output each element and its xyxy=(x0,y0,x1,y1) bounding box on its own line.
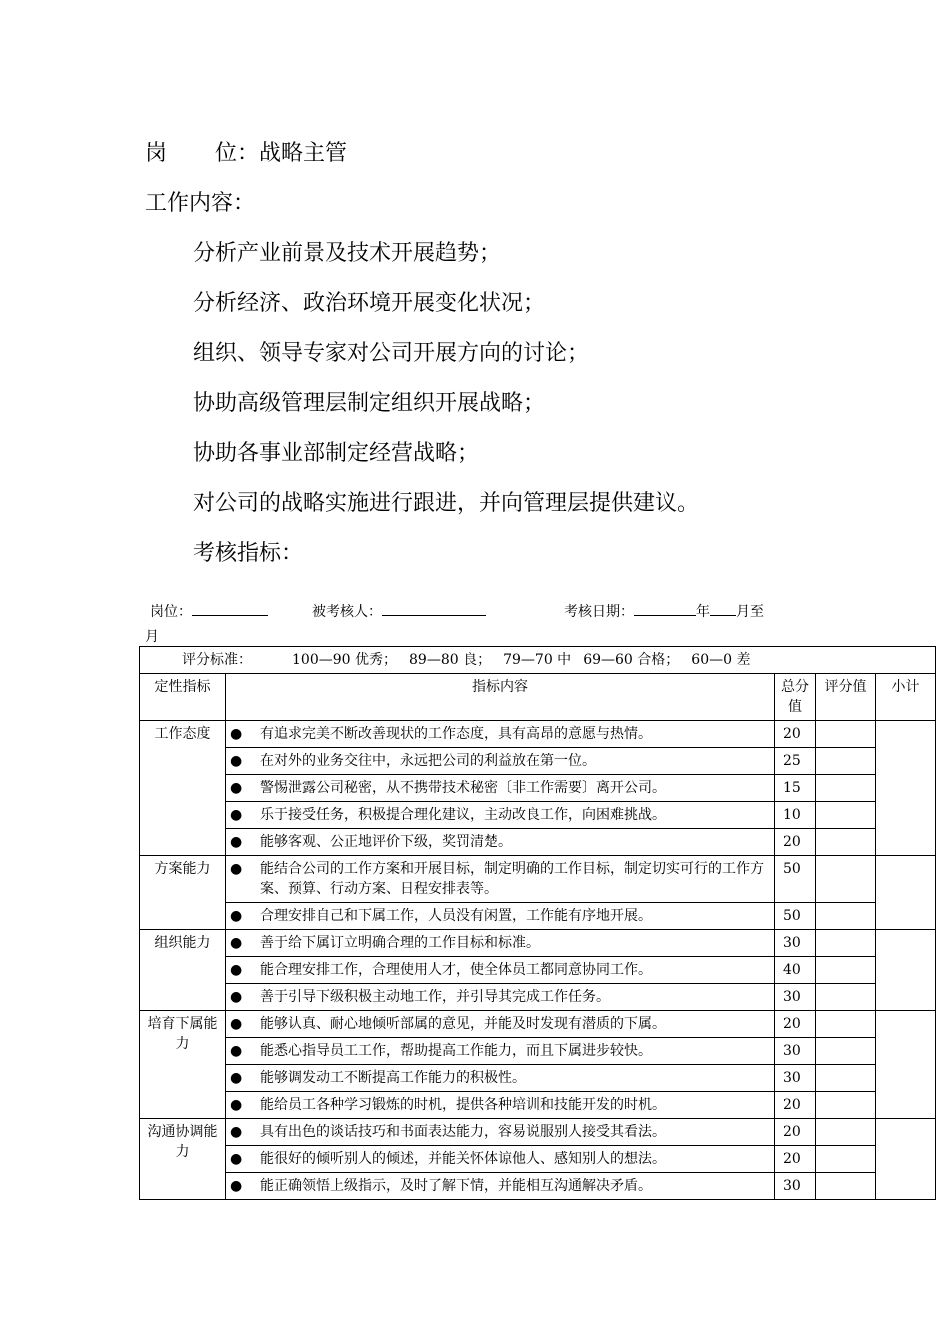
total-value-cell: 20 xyxy=(775,1146,816,1173)
table-row xyxy=(140,957,936,984)
score-input-cell[interactable] xyxy=(816,829,876,856)
total-value-cell: 20 xyxy=(775,1119,816,1146)
post-line xyxy=(145,136,347,167)
subtotal-cell[interactable] xyxy=(876,930,936,1011)
table-row xyxy=(140,984,936,1011)
duty-item: 协助高级管理层制定组织开展战略； xyxy=(193,391,546,416)
column-header-row xyxy=(140,674,936,721)
item-text: 乐于接受任务，积极提合理化建议，主动改良工作，向困难挑战。 xyxy=(260,807,666,823)
duty-item: 分析产业前景及技术开展趋势； xyxy=(193,241,502,266)
form-examinee-label: 被考核人： xyxy=(312,604,382,620)
score-input-cell[interactable] xyxy=(816,1038,876,1065)
duty-item: 组织、领导专家对公司开展方向的讨论； xyxy=(193,341,590,366)
score-input-cell[interactable] xyxy=(816,775,876,802)
category-cell: 工作态度 xyxy=(140,721,226,856)
item-content-cell xyxy=(226,1038,775,1065)
total-value-cell: 20 xyxy=(775,829,816,856)
item-content-cell xyxy=(226,856,775,903)
category-cell: 培育下属能力 xyxy=(140,1011,226,1119)
table-row xyxy=(140,1146,936,1173)
bullet-icon: ● xyxy=(230,861,243,877)
kpi-table xyxy=(139,646,936,1200)
bullet-icon: ● xyxy=(230,935,243,951)
total-value-cell: 30 xyxy=(775,984,816,1011)
score-input-cell[interactable] xyxy=(816,1119,876,1146)
duty-item: 协助各事业部制定经营战略； xyxy=(193,441,480,466)
bullet-icon: ● xyxy=(230,1151,243,1167)
bullet-icon: ● xyxy=(230,807,243,823)
total-value-cell: 25 xyxy=(775,748,816,775)
standard-level: 89—80 良； xyxy=(409,652,492,668)
item-text: 能悉心指导员工工作，帮助提高工作能力，而且下属进步较快。 xyxy=(260,1043,652,1059)
score-input-cell[interactable] xyxy=(816,748,876,775)
form-month: 月 xyxy=(145,629,159,645)
total-value-cell: 30 xyxy=(775,1065,816,1092)
item-text: 善于给下属订立明确合理的工作目标和标准。 xyxy=(260,935,540,951)
item-text: 能正确领悟上级指示，及时了解下情，并能相互沟通解决矛盾。 xyxy=(260,1178,652,1194)
score-input-cell[interactable] xyxy=(816,802,876,829)
col-content: 指标内容 xyxy=(226,674,775,721)
col-subtotal: 小计 xyxy=(876,674,936,721)
table-row xyxy=(140,1173,936,1200)
score-input-cell[interactable] xyxy=(816,1092,876,1119)
bullet-icon: ● xyxy=(230,962,243,978)
score-input-cell[interactable] xyxy=(816,984,876,1011)
item-content-cell xyxy=(226,1065,775,1092)
score-input-cell[interactable] xyxy=(816,1011,876,1038)
bullet-icon: ● xyxy=(230,726,243,742)
item-text: 能够调发动工不断提高工作能力的积极性。 xyxy=(260,1070,526,1086)
subtotal-cell[interactable] xyxy=(876,1119,936,1200)
total-value-cell: 30 xyxy=(775,1173,816,1200)
standard-row xyxy=(140,647,936,674)
total-value-cell: 50 xyxy=(775,903,816,930)
score-input-cell[interactable] xyxy=(816,721,876,748)
table-row xyxy=(140,775,936,802)
item-text: 善于引导下级积极主动地工作，并引导其完成工作任务。 xyxy=(260,989,610,1005)
score-input-cell[interactable] xyxy=(816,930,876,957)
form-month-blank xyxy=(710,601,736,616)
col-score: 评分值 xyxy=(816,674,876,721)
item-content-cell xyxy=(226,721,775,748)
standard-level: 69—60 合格； xyxy=(583,652,680,668)
form-month-to: 月至 xyxy=(736,604,764,620)
total-value-cell: 15 xyxy=(775,775,816,802)
table-row xyxy=(140,903,936,930)
bullet-icon: ● xyxy=(230,1043,243,1059)
item-content-cell xyxy=(226,984,775,1011)
duty-item: 对公司的战略实施进行跟进，并向管理层提供建议。 xyxy=(193,491,700,516)
score-input-cell[interactable] xyxy=(816,856,876,903)
subtotal-cell[interactable] xyxy=(876,1011,936,1119)
table-row xyxy=(140,1038,936,1065)
item-text: 在对外的业务交往中，永远把公司的利益放在第一位。 xyxy=(260,753,596,769)
post-label-b: 位： xyxy=(215,141,260,166)
total-value-cell: 30 xyxy=(775,1038,816,1065)
table-row xyxy=(140,1092,936,1119)
table-row xyxy=(140,1065,936,1092)
score-input-cell[interactable] xyxy=(816,1173,876,1200)
category-cell: 方案能力 xyxy=(140,856,226,930)
table-row xyxy=(140,1119,936,1146)
total-value-cell: 20 xyxy=(775,1011,816,1038)
form-header xyxy=(150,601,764,621)
table-row xyxy=(140,930,936,957)
standard-label: 评分标准： xyxy=(182,652,252,668)
item-content-cell xyxy=(226,802,775,829)
score-input-cell[interactable] xyxy=(816,957,876,984)
item-content-cell xyxy=(226,829,775,856)
col-category: 定性指标 xyxy=(140,674,226,721)
post-value: 战略主管 xyxy=(259,141,348,166)
bullet-icon: ● xyxy=(230,834,243,850)
scoring-standard xyxy=(140,647,936,674)
item-text: 能结合公司的工作方案和开展目标，制定明确的工作目标，制定切实可行的工作方案、预算、行动方案、日程安排表等。 xyxy=(260,861,764,897)
item-text: 警惕泄露公司秘密，从不携带技术秘密〔非工作需要〕离开公司。 xyxy=(260,780,666,796)
item-text: 具有出色的谈话技巧和书面表达能力，容易说服别人接受其看法。 xyxy=(260,1124,666,1140)
total-value-cell: 10 xyxy=(775,802,816,829)
bullet-icon: ● xyxy=(230,1070,243,1086)
bullet-icon: ● xyxy=(230,1016,243,1032)
total-value-cell: 20 xyxy=(775,1092,816,1119)
item-content-cell xyxy=(226,957,775,984)
standard-level: 79—70 中 xyxy=(503,652,572,668)
total-value-cell: 50 xyxy=(775,856,816,903)
bullet-icon: ● xyxy=(230,989,243,1005)
bullet-icon: ● xyxy=(230,1124,243,1140)
form-post-blank xyxy=(192,601,268,616)
item-content-cell xyxy=(226,903,775,930)
standard-level: 100—90 优秀； xyxy=(292,652,397,668)
item-content-cell xyxy=(226,1092,775,1119)
form-year: 年 xyxy=(696,604,710,620)
work-content-label: 工作内容： xyxy=(145,191,256,216)
item-content-cell xyxy=(226,775,775,802)
item-text: 能给员工各种学习锻炼的时机，提供各种培训和技能开发的时机。 xyxy=(260,1097,666,1113)
table-row xyxy=(140,721,936,748)
standard-level: 60—0 差 xyxy=(691,652,751,668)
item-content-cell xyxy=(226,930,775,957)
item-text: 合理安排自己和下属工作，人员没有闲置，工作能有序地开展。 xyxy=(260,908,652,924)
table-row xyxy=(140,748,936,775)
bullet-icon: ● xyxy=(230,1178,243,1194)
category-cell: 沟通协调能力 xyxy=(140,1119,226,1200)
table-row xyxy=(140,856,936,903)
item-content-cell xyxy=(226,1119,775,1146)
form-post-label: 岗位： xyxy=(150,604,192,620)
form-date-label: 考核日期： xyxy=(564,604,634,620)
total-value-cell: 40 xyxy=(775,957,816,984)
category-cell: 组织能力 xyxy=(140,930,226,1011)
form-year-blank xyxy=(634,601,696,616)
bullet-icon: ● xyxy=(230,908,243,924)
item-text: 能够认真、耐心地倾听部属的意见，并能及时发现有潜质的下属。 xyxy=(260,1016,666,1032)
item-text: 能合理安排工作，合理使用人才，使全体员工都同意协同工作。 xyxy=(260,962,652,978)
item-content-cell xyxy=(226,1173,775,1200)
item-text: 能很好的倾听别人的倾述，并能关怀体谅他人、感知别人的想法。 xyxy=(260,1151,666,1167)
table-row xyxy=(140,802,936,829)
score-input-cell[interactable] xyxy=(816,1146,876,1173)
table-row xyxy=(140,1011,936,1038)
subtotal-cell[interactable] xyxy=(876,721,936,856)
subtotal-cell[interactable] xyxy=(876,856,936,930)
item-text: 有追求完美不断改善现状的工作态度，具有高昂的意愿与热情。 xyxy=(260,726,652,742)
bullet-icon: ● xyxy=(230,780,243,796)
kpi-label: 考核指标： xyxy=(193,541,304,566)
total-value-cell: 20 xyxy=(775,721,816,748)
score-input-cell[interactable] xyxy=(816,903,876,930)
total-value-cell: 30 xyxy=(775,930,816,957)
post-label-a: 岗 xyxy=(145,141,168,166)
bullet-icon: ● xyxy=(230,1097,243,1113)
table-row xyxy=(140,829,936,856)
col-total: 总分值 xyxy=(775,674,816,721)
item-content-cell xyxy=(226,1011,775,1038)
item-content-cell xyxy=(226,1146,775,1173)
bullet-icon: ● xyxy=(230,753,243,769)
form-examinee-blank xyxy=(382,601,486,616)
duty-item: 分析经济、政治环境开展变化状况； xyxy=(193,291,546,316)
score-input-cell[interactable] xyxy=(816,1065,876,1092)
item-content-cell xyxy=(226,748,775,775)
item-text: 能够客观、公正地评价下级，奖罚清楚。 xyxy=(260,834,512,850)
